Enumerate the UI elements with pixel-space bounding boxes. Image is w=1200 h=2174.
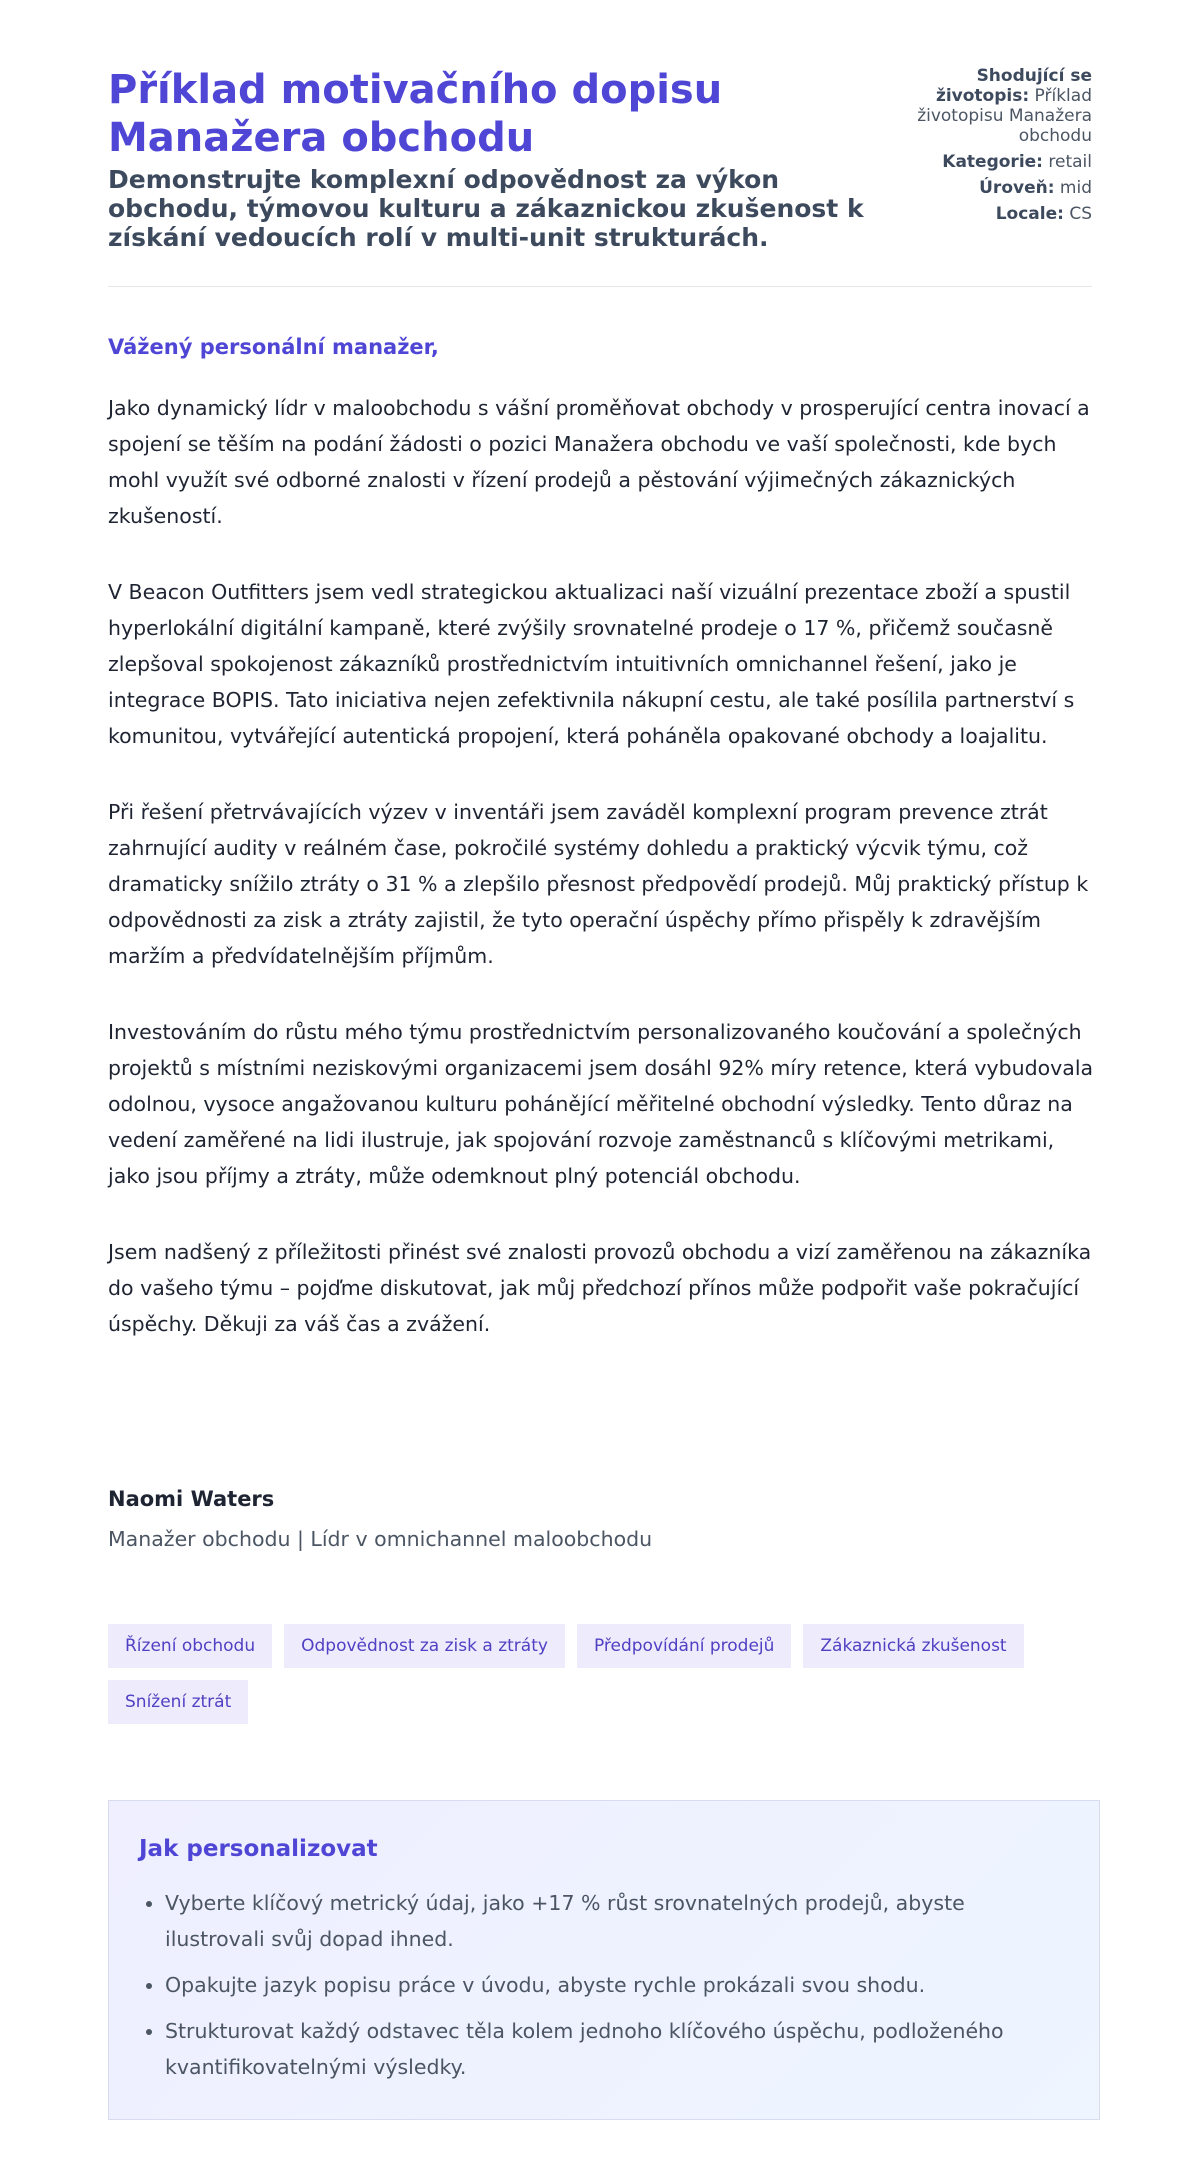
skill-tags	[108, 1624, 1100, 1724]
skill-tag: Snížení ztrát	[108, 1680, 248, 1724]
tip-item: • Vyberte klíčový metrický údaj, jako +17 % růst srovnatelných prodejů, abyste ilustrovali svůj dopad ihned.	[165, 1885, 1069, 1957]
signature-role: Manažer obchodu | Lídr v omnichannel maloobchodu	[108, 1527, 653, 1551]
tips-list	[139, 1885, 1069, 2085]
meta-level-value: mid	[1059, 178, 1092, 198]
meta-category-label: Kategorie:	[942, 152, 1043, 172]
letter-paragraph: V Beacon Outfitters jsem vedl strategickou aktualizaci naší vizuální prezentace zboží a spustil hyperlokální digitální kampaně, které zvýšily srovnatelné prodeje o 17 %, přičemž současně zlepšoval spokojenost zákazníků prostřednictvím intuitivních omnichannel řešení, jako je integrace BOPIS. Tato iniciativa nejen zefektivnila nákupní cestu, ale také posílila partnerství s komunitou, vytvářející autentická propojení, která poháněla opakované obchody a loajalitu.	[108, 580, 1075, 748]
meta-resume	[902, 66, 1092, 146]
page-subtitle: Demonstrujte komplexní odpovědnost za výkon obchodu, týmovou kulturu a zákaznickou zkušenost k získání vedoucích rolí v multi-unit strukturách.	[108, 165, 864, 252]
letter-paragraph: Jsem nadšený z příležitosti přinést své znalosti provozů obchodu a vizí zaměřenou na zákazníka do vašeho týmu – pojďme diskutovat, jak můj předchozí přínos může podpořit vaše pokračující úspěchy. Děkuji za váš čas a zvážení.	[108, 1240, 1092, 1336]
page-title: Příklad motivačního dopisu Manažera obchodu	[108, 67, 723, 161]
signature-block	[108, 1484, 652, 1554]
skill-tag: Odpovědnost za zisk a ztráty	[284, 1624, 565, 1668]
meta-level	[902, 178, 1092, 198]
letter-paragraph: Investováním do růstu mého týmu prostřednictvím personalizovaného koučování a společných projektů s místními neziskovými organizacemi jsem dosáhl 92% míry retence, která vybudovala odolnou, vysoce angažovanou kulturu pohánějící měřitelné obchodní výsledky. Tento důraz na vedení zaměřené na lidi ilustruje, jak spojování rozvoje zaměstnanců s klíčovými metrikami, jako jsou příjmy a ztráty, může odemknout plný potenciál obchodu.	[108, 1020, 1094, 1188]
letter-paragraph: Jako dynamický lídr v maloobchodu s vášní proměňovat obchody v prosperující centra inovací a spojení se těším na podání žádosti o pozici Manažera obchodu ve vaší společnosti, kde bych mohl využít své odborné znalosti v řízení prodejů a pěstování výjimečných zákaznických zkušeností.	[108, 396, 1090, 528]
meta-category-value: retail	[1048, 152, 1092, 172]
meta-locale-label: Locale:	[995, 204, 1064, 224]
meta-level-label: Úroveň:	[979, 178, 1055, 198]
meta-panel	[902, 66, 1092, 230]
salutation: Vážený personální manažer,	[108, 335, 439, 359]
meta-category	[902, 152, 1092, 172]
tip-item: • Opakujte jazyk popisu práce v úvodu, abyste rychle prokázali svou shodu.	[165, 1967, 1069, 2003]
tip-item: • Strukturovat každý odstavec těla kolem jednoho klíčového úspěchu, podloženého kvantifikovatelnými výsledky.	[165, 2013, 1069, 2085]
skill-tag: Předpovídání prodejů	[577, 1624, 791, 1668]
letter-paragraph: Při řešení přetrvávajících výzev v inventáři jsem zaváděl komplexní program prevence ztrát zahrnující audity v reálném čase, pokročilé systémy dohledu a praktický výcvik týmu, což dramaticky snížilo ztráty o 31 % a zlepšilo přesnost předpovědí prodejů. Můj praktický přístup k odpovědnosti za zisk a ztráty zajistil, že tyto operační úspěchy přímo přispěly k zdravějším maržím a předvídatelnějším příjmům.	[108, 800, 1089, 968]
skill-tag: Zákaznická zkušenost	[803, 1624, 1023, 1668]
meta-resume-label: Shodující se životopis:	[935, 66, 1092, 106]
skill-tag: Řízení obchodu	[108, 1624, 272, 1668]
tips-title: Jak personalizovat	[139, 1836, 378, 1862]
header-divider	[108, 286, 1092, 287]
personalization-tips	[108, 1800, 1100, 2120]
meta-locale	[902, 204, 1092, 224]
letter-body	[108, 390, 1100, 1382]
signature-name: Naomi Waters	[108, 1487, 275, 1511]
meta-resume-value[interactable]: Příklad životopisu Manažera obchodu	[917, 86, 1092, 146]
meta-locale-value: CS	[1069, 204, 1092, 224]
page-header	[108, 0, 1092, 252]
